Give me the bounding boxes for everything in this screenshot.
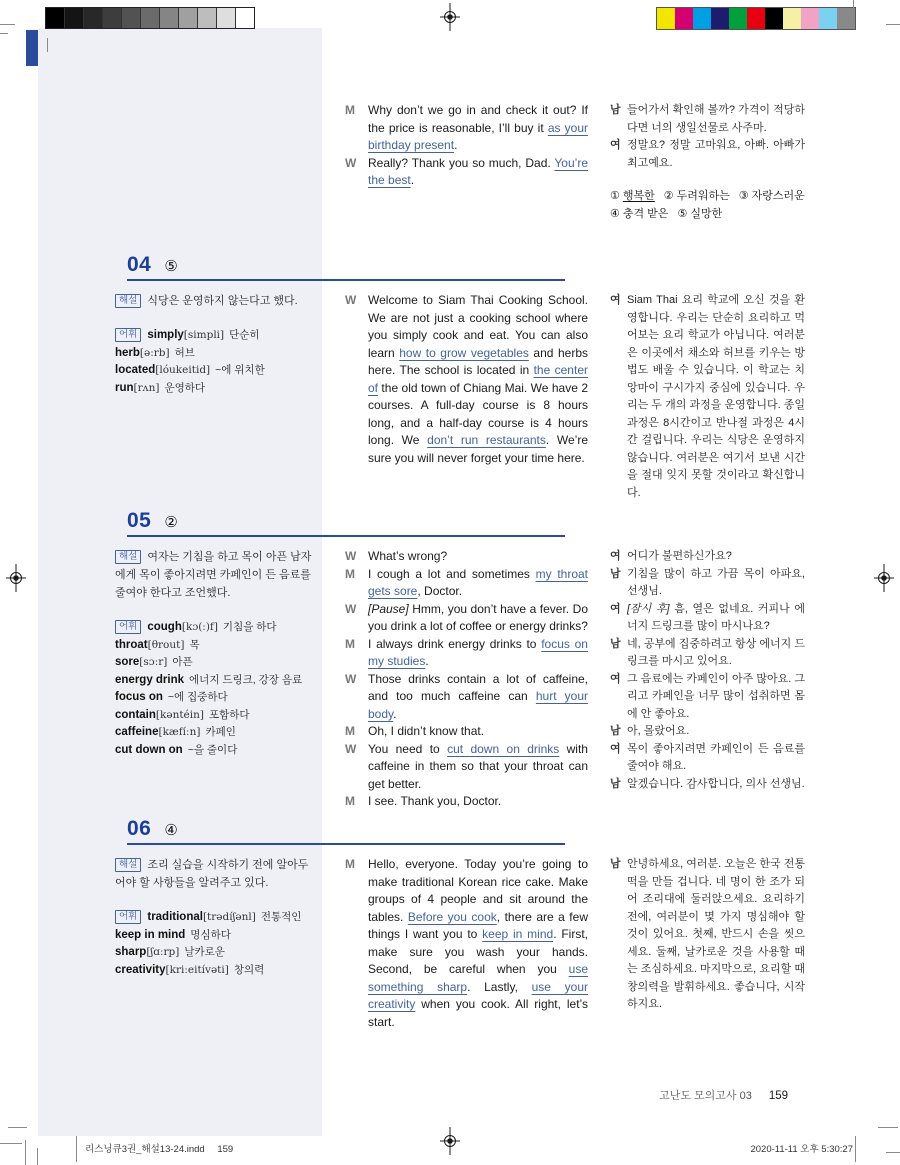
vocab-meaning: 운영하다	[164, 381, 206, 394]
answer-section	[115, 817, 805, 1031]
text-segment: . First, make sure you wash your hands. Second, be careful when you	[368, 927, 589, 976]
speaker-label: 남	[610, 725, 621, 737]
korean-translation-line	[610, 856, 805, 1014]
text-segment: 목이 좋아지려면 카페인이 든 음료를 줄여야 해요.	[627, 742, 805, 772]
vocab-word: herb	[115, 346, 140, 359]
vocab-phonetic: [θrout]	[147, 638, 185, 651]
korean-translation-column	[610, 548, 805, 811]
haeseol-badge: 해설	[115, 858, 141, 872]
text-segment: and herbs here. The school is located in	[368, 345, 588, 377]
korean-translation-line	[610, 601, 805, 636]
speaker-label: M	[345, 857, 355, 871]
option-text: 충격 받은	[622, 207, 669, 220]
speaker-label: 남	[610, 104, 621, 116]
vocab-entry	[115, 327, 312, 345]
korean-translation-line	[610, 723, 805, 741]
section-answer-mark: ⑤	[164, 258, 178, 275]
section-number: 06	[127, 817, 152, 840]
korean-translation-column	[610, 292, 805, 502]
vocab-meaning: ~을 줄이다	[187, 743, 238, 756]
option-number: ③	[738, 190, 749, 202]
translation-text	[627, 856, 805, 1014]
text-segment: , there are a few things I want you to	[368, 909, 588, 941]
option-item	[677, 208, 722, 220]
korean-translation-line	[610, 671, 805, 724]
print-datetime: 2020-11-11 오후 5:30:27	[750, 1144, 853, 1155]
text-segment: Really? Thank you so much, Dad.	[368, 155, 555, 170]
answer-options	[610, 188, 805, 223]
speaker-label: 여	[610, 139, 621, 151]
explanation-note: 해설 식당은 운영하지 않는다고 했다.	[115, 292, 312, 310]
option-number: ④	[610, 207, 620, 220]
option-text: 실망한	[690, 207, 723, 220]
vocab-meaning: 아픈	[172, 656, 193, 668]
vocab-word: focus on	[115, 691, 163, 703]
vocab-meaning: 날카로운	[184, 946, 225, 958]
english-dialogue-line	[345, 155, 588, 190]
answer-section	[115, 509, 805, 811]
speaker-label: 여	[610, 294, 621, 306]
haeseol-badge: 해설	[115, 550, 141, 564]
text-segment: 들어가서 확인해 볼까? 가격이 적당하다면 너의 생일선물로 사주마.	[627, 104, 805, 134]
explanation-note: 해설 여자는 기침을 하고 목이 아픈 남자에게 목이 좋아지려면 카페인이 든 음료를 줄여야 한다고 조언했다.	[115, 551, 312, 599]
section-number: 05	[127, 509, 152, 532]
speaker-label: 여	[610, 742, 621, 755]
korean-translation-line	[610, 548, 805, 566]
english-dialogue-line	[345, 292, 588, 467]
text-segment: You need to	[368, 741, 448, 756]
vocab-word: creativity	[115, 963, 166, 976]
speaker-label: W	[345, 155, 357, 170]
text-segment: .	[393, 706, 397, 721]
vocab-entry	[115, 689, 312, 707]
underlined-phrase: the center of	[368, 363, 588, 395]
text-segment: I see. Thank you, Doctor.	[368, 794, 502, 808]
dialogue-text	[368, 856, 588, 1031]
korean-translation-line	[610, 292, 805, 502]
english-dialogue-line	[345, 741, 588, 794]
vocab-meaning: 카페인	[205, 726, 236, 738]
dialogue-text	[368, 548, 588, 566]
vocab-entry	[115, 707, 312, 725]
vocab-phonetic: [əːrb]	[139, 346, 170, 359]
text-segment: 네, 공부에 집중하려고 항상 에너지 드링크를 마시고 있어요.	[627, 637, 805, 667]
eohwi-badge: 어휘	[115, 328, 141, 342]
vocab-word: contain	[115, 708, 156, 721]
english-dialogue-line	[345, 856, 588, 1031]
underlined-phrase: how to grow vegetables	[399, 345, 529, 360]
notes-column	[115, 856, 330, 1031]
text-segment: [Pause]	[368, 601, 409, 616]
section-answer-mark: ④	[164, 822, 178, 839]
english-dialogue-line	[345, 601, 588, 636]
vocab-entry	[115, 742, 312, 760]
text-segment: Hmm, you don’t have a fever. Do you drink a lot of coffee or energy drinks?	[368, 601, 588, 633]
vocab-phonetic: [kəntéin]	[155, 708, 204, 721]
vocab-word: keep in mind	[115, 928, 186, 941]
option-item	[610, 190, 655, 202]
korean-translation-line	[610, 636, 805, 671]
vocab-word: traditional	[147, 911, 203, 923]
vocab-entry	[115, 637, 312, 655]
haeseol-badge: 해설	[115, 294, 141, 308]
notes-column	[115, 548, 330, 811]
vocab-phonetic: [trədíʃənl]	[202, 911, 256, 923]
text-segment: 아, 몰랐어요.	[627, 725, 690, 737]
translation-text	[627, 548, 805, 566]
speaker-label: W	[345, 671, 357, 686]
dialogue-text	[368, 723, 588, 741]
section-body	[115, 292, 805, 502]
section-header	[127, 817, 805, 841]
options-row	[610, 206, 805, 224]
footer-page-number: 159	[768, 1090, 788, 1102]
vocab-word: caffeine	[115, 726, 159, 738]
vocab-entry	[115, 345, 312, 363]
explanation-note: 해설 조리 실습을 시작하기 전에 알아두어야 할 사항들을 알려주고 있다.	[115, 859, 309, 889]
print-filename-text: 리스닝큐3권_해설13-24.indd	[85, 1144, 205, 1155]
option-number: ②	[663, 190, 674, 202]
vocab-phonetic: [simpli]	[183, 329, 225, 341]
speaker-label: 여	[610, 550, 621, 562]
vocab-phonetic: [sɔːr]	[139, 656, 168, 668]
text-segment: Hello, everyone. Today you’re going to make traditional Korean rice cake. Make groups of 4 people and sit around the tables.	[368, 857, 588, 924]
dialogue-text	[368, 566, 588, 601]
vocab-entry	[115, 724, 312, 742]
options-row	[610, 188, 805, 206]
section-header	[127, 509, 805, 533]
speaker-label: M	[345, 636, 355, 651]
vocab-meaning: 목	[189, 638, 200, 651]
section-divider	[127, 843, 565, 845]
underlined-phrase: Before you cook	[407, 909, 497, 924]
vocab-entry	[115, 909, 312, 927]
vocab-meaning: 명심하다	[190, 928, 231, 941]
dialogue-text	[368, 741, 588, 794]
underlined-phrase: keep in mind	[482, 927, 554, 941]
vocab-word: cut down on	[115, 743, 183, 756]
speaker-label: 남	[610, 858, 621, 870]
option-text: 두려워하는	[676, 190, 730, 202]
section-answer-mark: ②	[164, 514, 178, 531]
vocab-phonetic: [lóukeitid]	[155, 364, 211, 376]
print-filename	[85, 1141, 233, 1155]
text-segment: .	[410, 173, 415, 187]
text-segment: 어디가 불편하신가요?	[627, 550, 732, 562]
vocab-meaning: 에너지 드링크, 강장 음료	[189, 673, 303, 686]
text-segment: Oh, I didn’t know that.	[368, 724, 485, 738]
translation-text	[627, 723, 805, 741]
text-segment: 정말요? 정말 고마워요, 아빠. 아빠가 최고예요.	[627, 139, 805, 169]
speaker-label: 남	[610, 777, 621, 790]
dialogue-text	[368, 601, 588, 636]
vocab-entry	[115, 962, 312, 980]
vocab-phonetic: [rʌn]	[133, 381, 160, 394]
eohwi-badge: 어휘	[115, 910, 141, 924]
speaker-label: W	[345, 601, 357, 616]
section-body	[115, 856, 805, 1031]
english-dialogue-column	[330, 856, 610, 1031]
speaker-label: M	[345, 566, 355, 581]
vocab-meaning: 포함하다	[208, 708, 250, 721]
speaker-label: M	[345, 794, 355, 808]
english-dialogue-line	[345, 793, 588, 811]
translation-text	[627, 292, 805, 502]
vocab-meaning: 허브	[174, 346, 195, 359]
section-header	[127, 253, 805, 277]
option-item	[664, 190, 730, 202]
english-dialogue-column	[330, 292, 610, 502]
section-number: 04	[127, 253, 152, 276]
underlined-phrase: don’t run restaurants	[427, 433, 546, 447]
underlined-phrase: cut down on drinks	[447, 741, 560, 756]
vocab-meaning: 단순히	[229, 329, 260, 341]
korean-translation-column	[610, 102, 805, 223]
translation-text	[627, 741, 805, 776]
text-segment: 흠, 열은 없네요. 커피나 에너지 드링크를 많이 마시나요?	[627, 602, 806, 632]
vocab-phonetic: [ʃɑːrp]	[146, 946, 180, 958]
vocab-word: simply	[147, 329, 184, 341]
english-dialogue-line	[345, 636, 588, 671]
vocab-meaning: 기침을 하다	[222, 621, 277, 633]
text-segment: . Lastly,	[467, 979, 532, 994]
text-segment: 안녕하세요, 여러분. 오늘은 한국 전통 떡을 만들 겁니다. 네 명이 한 조가 되어 조리대에 둘러앉으세요. 요리하기 전에, 여러분이 몇 가지 명심해야 할 것이 있어요. 첫째, 반드시 손을 씻으세요. 둘째, 날카로운 것을 사용할 때는 조심하세요. 마지막으로, 요리할 때 창의력을 발휘하세요. 좋습니다, 시작하지요.	[627, 858, 805, 1010]
text-segment: with caffeine in them so that your throat can get better.	[368, 741, 588, 791]
korean-translation-line	[610, 566, 805, 601]
english-dialogue-line	[345, 566, 588, 601]
translation-text	[627, 566, 805, 601]
english-dialogue-column	[330, 102, 610, 223]
underlined-phrase: use something sharp	[368, 962, 588, 994]
text-segment: 그 음료에는 카페인이 아주 많아요. 그리고 카페인을 너무 많이 섭취하면 몸에 안 좋아요.	[627, 672, 805, 720]
vocab-meaning: 창의력	[233, 963, 265, 976]
dialogue-text	[368, 671, 588, 724]
speaker-label: M	[345, 103, 355, 117]
speaker-label: W	[345, 741, 357, 756]
translation-text	[627, 636, 805, 671]
vocab-phonetic: [kɔ(ː)f]	[181, 621, 218, 633]
speaker-label: 남	[610, 637, 621, 650]
text-segment: .	[425, 654, 429, 668]
eohwi-badge: 어휘	[115, 620, 141, 634]
underlined-phrase: as your birthday present	[368, 120, 588, 152]
speaker-label: 여	[610, 602, 621, 615]
korean-translation-line	[610, 741, 805, 776]
vocab-word: cough	[147, 621, 182, 633]
vocab-entry	[115, 654, 312, 672]
speaker-label: W	[345, 293, 357, 307]
vocab-phonetic: [kriːeitívəti]	[165, 963, 229, 976]
korean-translation-line	[610, 137, 805, 172]
section-divider	[127, 535, 565, 537]
vocab-entry	[115, 362, 312, 380]
english-dialogue-line	[345, 548, 588, 566]
text-segment: I cough a lot and sometimes	[368, 566, 536, 581]
dialogue-text	[368, 102, 588, 155]
option-text: 자랑스러운	[751, 190, 805, 202]
speaker-label: 여	[610, 672, 621, 685]
dialogue-text	[368, 793, 588, 811]
vocab-word: energy drink	[115, 673, 185, 686]
text-segment: [잠시 후]	[627, 602, 670, 615]
vocab-meaning: ~에 위치한	[215, 364, 265, 376]
text-segment: . We’re sure you will never forget your time here.	[368, 433, 588, 465]
speaker-label: 남	[610, 567, 621, 580]
footer-chapter-label: 고난도 모의고사 03	[659, 1090, 752, 1102]
korean-translation-line	[610, 776, 805, 794]
text-segment: .	[454, 138, 458, 152]
vocab-entry	[115, 944, 312, 962]
text-segment: I always drink energy drinks to	[368, 636, 542, 651]
dialogue-text	[368, 292, 588, 467]
underlined-phrase: hurt your body	[368, 689, 588, 721]
option-item	[739, 190, 805, 202]
speaker-label: W	[345, 549, 357, 563]
vocab-entry	[115, 927, 312, 945]
text-segment: the old town of Chiang Mai. We have 2 courses. A full-day course is 8 hours long, and a half-day course is 4 hours long. We	[368, 380, 588, 447]
text-segment: What’s wrong?	[368, 549, 448, 563]
option-number: ①	[610, 190, 620, 202]
dialogue-text	[368, 155, 588, 190]
text-segment: Welcome to Siam Thai Cooking School. We are not just a cooking school where you simply cook and eat. You can also learn	[368, 293, 588, 360]
translation-text	[627, 102, 805, 137]
translation-text	[627, 137, 805, 172]
english-dialogue-line	[345, 723, 588, 741]
option-number: ⑤	[677, 207, 688, 220]
vocab-word: throat	[115, 638, 148, 651]
text-segment: Those drinks contain a lot of caffeine, and too much caffeine can	[368, 671, 588, 703]
text-segment: 기침을 많이 하고 가끔 목이 아파요, 선생님.	[627, 567, 805, 597]
notes-column	[115, 102, 330, 223]
text-segment: when you cook. All right, let’s start.	[368, 997, 588, 1029]
vocab-word: sore	[115, 656, 140, 668]
vocab-meaning: ~에 집중하다	[167, 691, 228, 703]
korean-translation-column	[610, 856, 805, 1031]
vocab-entry	[115, 619, 312, 637]
vocab-phonetic: [kæfíːn]	[158, 726, 201, 738]
speaker-label: M	[345, 724, 355, 738]
translation-text	[627, 601, 805, 636]
english-dialogue-line	[345, 671, 588, 724]
vocab-meaning: 전통적인	[260, 911, 302, 923]
underlined-phrase: my throat gets sore	[368, 566, 589, 598]
section-body	[115, 102, 805, 223]
option-item	[610, 208, 668, 220]
vocab-word: located	[115, 364, 156, 376]
vocab-entry	[115, 380, 312, 398]
text-segment: 알겠습니다. 감사합니다, 의사 선생님.	[627, 777, 805, 790]
vocab-entry	[115, 672, 312, 690]
option-text: 행복한	[622, 190, 655, 202]
text-segment: , Doctor.	[417, 584, 463, 598]
english-dialogue-column	[330, 548, 610, 811]
text-segment: Why don’t we go in and check it out? If the price is reasonable, I’ll buy it	[368, 103, 588, 135]
translation-text	[627, 776, 805, 794]
print-file-page: 159	[217, 1144, 234, 1155]
vocab-word: sharp	[115, 946, 147, 958]
section-divider	[127, 279, 565, 281]
section-body	[115, 548, 805, 811]
dialogue-text	[368, 636, 588, 671]
english-dialogue-line	[345, 102, 588, 155]
answer-section	[115, 253, 805, 502]
page-footer	[659, 1087, 788, 1103]
answer-section	[115, 102, 805, 223]
translation-text	[627, 671, 805, 724]
underlined-phrase: You’re the best	[368, 155, 588, 187]
text-segment: Siam Thai 요리 학교에 오신 것을 환영합니다. 우리는 단순히 요리하고 먹어보는 요리 학교가 아닙니다. 여러분은 이곳에서 채소와 허브를 키우는 방법도 배울 수 있습니다. 이 학교는 치앙마이 구시가지 중심에 있습니다. 우리는 두 개의 과정을 운영합니다. 종일 과정은 8시간이고 반나절 과정은 4시간 걸립니다. 우리는 식당은 운영하지 않습니다. 여러분은 여기서 보낸 시간을 절대 잊지 못할 것이라고 확신합니다.	[627, 294, 805, 499]
vocab-word: run	[115, 381, 134, 394]
underlined-phrase: use your creativity	[368, 979, 589, 1011]
underlined-phrase: focus on my studies	[368, 636, 588, 668]
notes-column	[115, 292, 330, 502]
korean-translation-line	[610, 102, 805, 137]
